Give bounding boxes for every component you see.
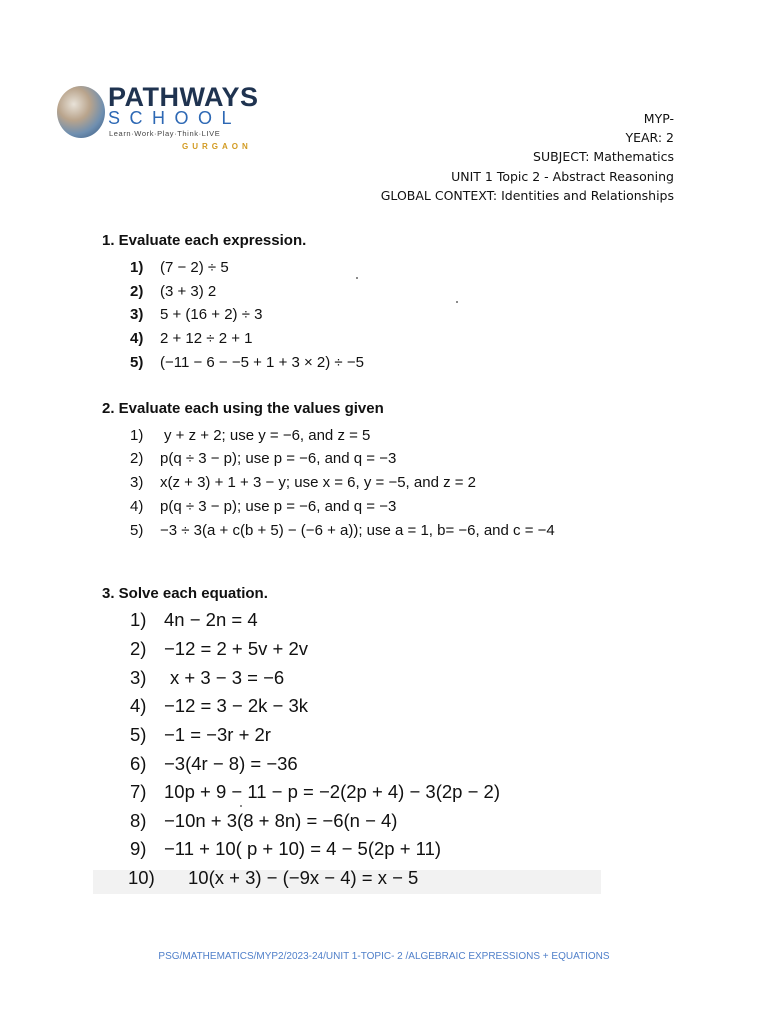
item-expression: p(q ÷ 3 − p); use p = −6, and q = −3 bbox=[160, 498, 397, 515]
item-expression: −1 = −3r + 2r bbox=[164, 724, 271, 745]
item-number: 10) bbox=[128, 867, 155, 888]
item-number: 2) bbox=[130, 638, 147, 659]
header-year: YEAR: 2 bbox=[625, 130, 674, 146]
item-expression: y + z + 2; use y = −6, and z = 5 bbox=[164, 427, 371, 444]
school-logo bbox=[55, 84, 265, 164]
item-number: 7) bbox=[130, 781, 147, 802]
question-3-title: 3. Solve each equation. bbox=[102, 585, 268, 602]
document-header bbox=[381, 109, 674, 205]
logo-school: SCHOOL bbox=[108, 108, 242, 128]
header-global-context: GLOBAL CONTEXT: Identities and Relationships bbox=[380, 187, 674, 203]
header-program: MYP- bbox=[643, 111, 674, 126]
item-expression: −3 ÷ 3(a + c(b + 5) − (−6 + a)); use a = 1, b= −6, and c = −4 bbox=[160, 522, 555, 539]
globe-emblem-icon bbox=[57, 86, 105, 138]
item-number: 1) bbox=[130, 427, 144, 444]
header-subject: SUBJECT: Mathematics bbox=[533, 149, 674, 165]
item-expression: 5 + (16 + 2) ÷ 3 bbox=[160, 306, 263, 323]
logo-tagline: Learn·Work·Play·Think·LIVE bbox=[109, 129, 221, 138]
scan-speck bbox=[240, 805, 242, 807]
item-number: 2) bbox=[130, 450, 144, 467]
item-expression: 10(x + 3) − (−9x − 4) = x − 5 bbox=[188, 867, 419, 888]
logo-city: GURGAON bbox=[182, 142, 252, 151]
item-number: 4) bbox=[130, 498, 144, 515]
item-expression: −12 = 3 − 2k − 3k bbox=[164, 695, 308, 716]
item-number: 4) bbox=[130, 695, 147, 716]
item-expression: −12 = 2 + 5v + 2v bbox=[164, 638, 308, 659]
item-number: 3) bbox=[130, 474, 144, 491]
item-expression: x(z + 3) + 1 + 3 − y; use x = 6, y = −5, and z = 2 bbox=[160, 474, 477, 491]
item-expression: x + 3 − 3 = −6 bbox=[170, 667, 285, 688]
item-number: 6) bbox=[130, 753, 147, 774]
item-number: 8) bbox=[130, 810, 147, 831]
item-number: 5) bbox=[130, 354, 144, 371]
item-number: 2) bbox=[130, 283, 144, 300]
item-expression: 2 + 12 ÷ 2 + 1 bbox=[160, 330, 253, 347]
item-expression: (3 + 3) 2 bbox=[160, 283, 217, 300]
item-expression: p(q ÷ 3 − p); use p = −6, and q = −3 bbox=[160, 450, 397, 467]
item-number: 1) bbox=[130, 609, 147, 630]
item-expression: −10n + 3(8 + 8n) = −6(n − 4) bbox=[164, 810, 398, 831]
page-footer: PSG/MATHEMATICS/MYP2/2023-24/UNIT 1-TOPIC- 2 /ALGEBRAIC EXPRESSIONS + EQUATIONS bbox=[158, 951, 610, 962]
item-number: 1) bbox=[130, 259, 144, 276]
item-number: 3) bbox=[130, 667, 147, 688]
item-expression: (7 − 2) ÷ 5 bbox=[160, 259, 229, 276]
item-expression: 10p + 9 − 11 − p = −2(2p + 4) − 3(2p − 2) bbox=[164, 781, 500, 802]
item-expression: −11 + 10( p + 10) = 4 − 5(2p + 11) bbox=[164, 838, 442, 859]
header-unit: UNIT 1 Topic 2 - Abstract Reasoning bbox=[451, 168, 674, 184]
item-expression: (−11 − 6 − −5 + 1 + 3 × 2) ÷ −5 bbox=[160, 354, 364, 371]
question-1-title: 1. Evaluate each expression. bbox=[102, 232, 307, 249]
item-expression: −3(4r − 8) = −36 bbox=[164, 753, 298, 774]
question-2-title: 2. Evaluate each using the values given bbox=[102, 400, 384, 417]
item-number: 9) bbox=[130, 838, 147, 859]
logo-name: PATHWAYS bbox=[108, 82, 259, 112]
item-number: 5) bbox=[130, 522, 144, 539]
item-number: 5) bbox=[130, 724, 147, 745]
item-expression: 4n − 2n = 4 bbox=[164, 609, 258, 630]
scan-speck bbox=[456, 301, 458, 303]
item-number: 4) bbox=[130, 330, 144, 347]
item-number: 3) bbox=[130, 306, 144, 323]
scan-speck bbox=[356, 277, 358, 279]
